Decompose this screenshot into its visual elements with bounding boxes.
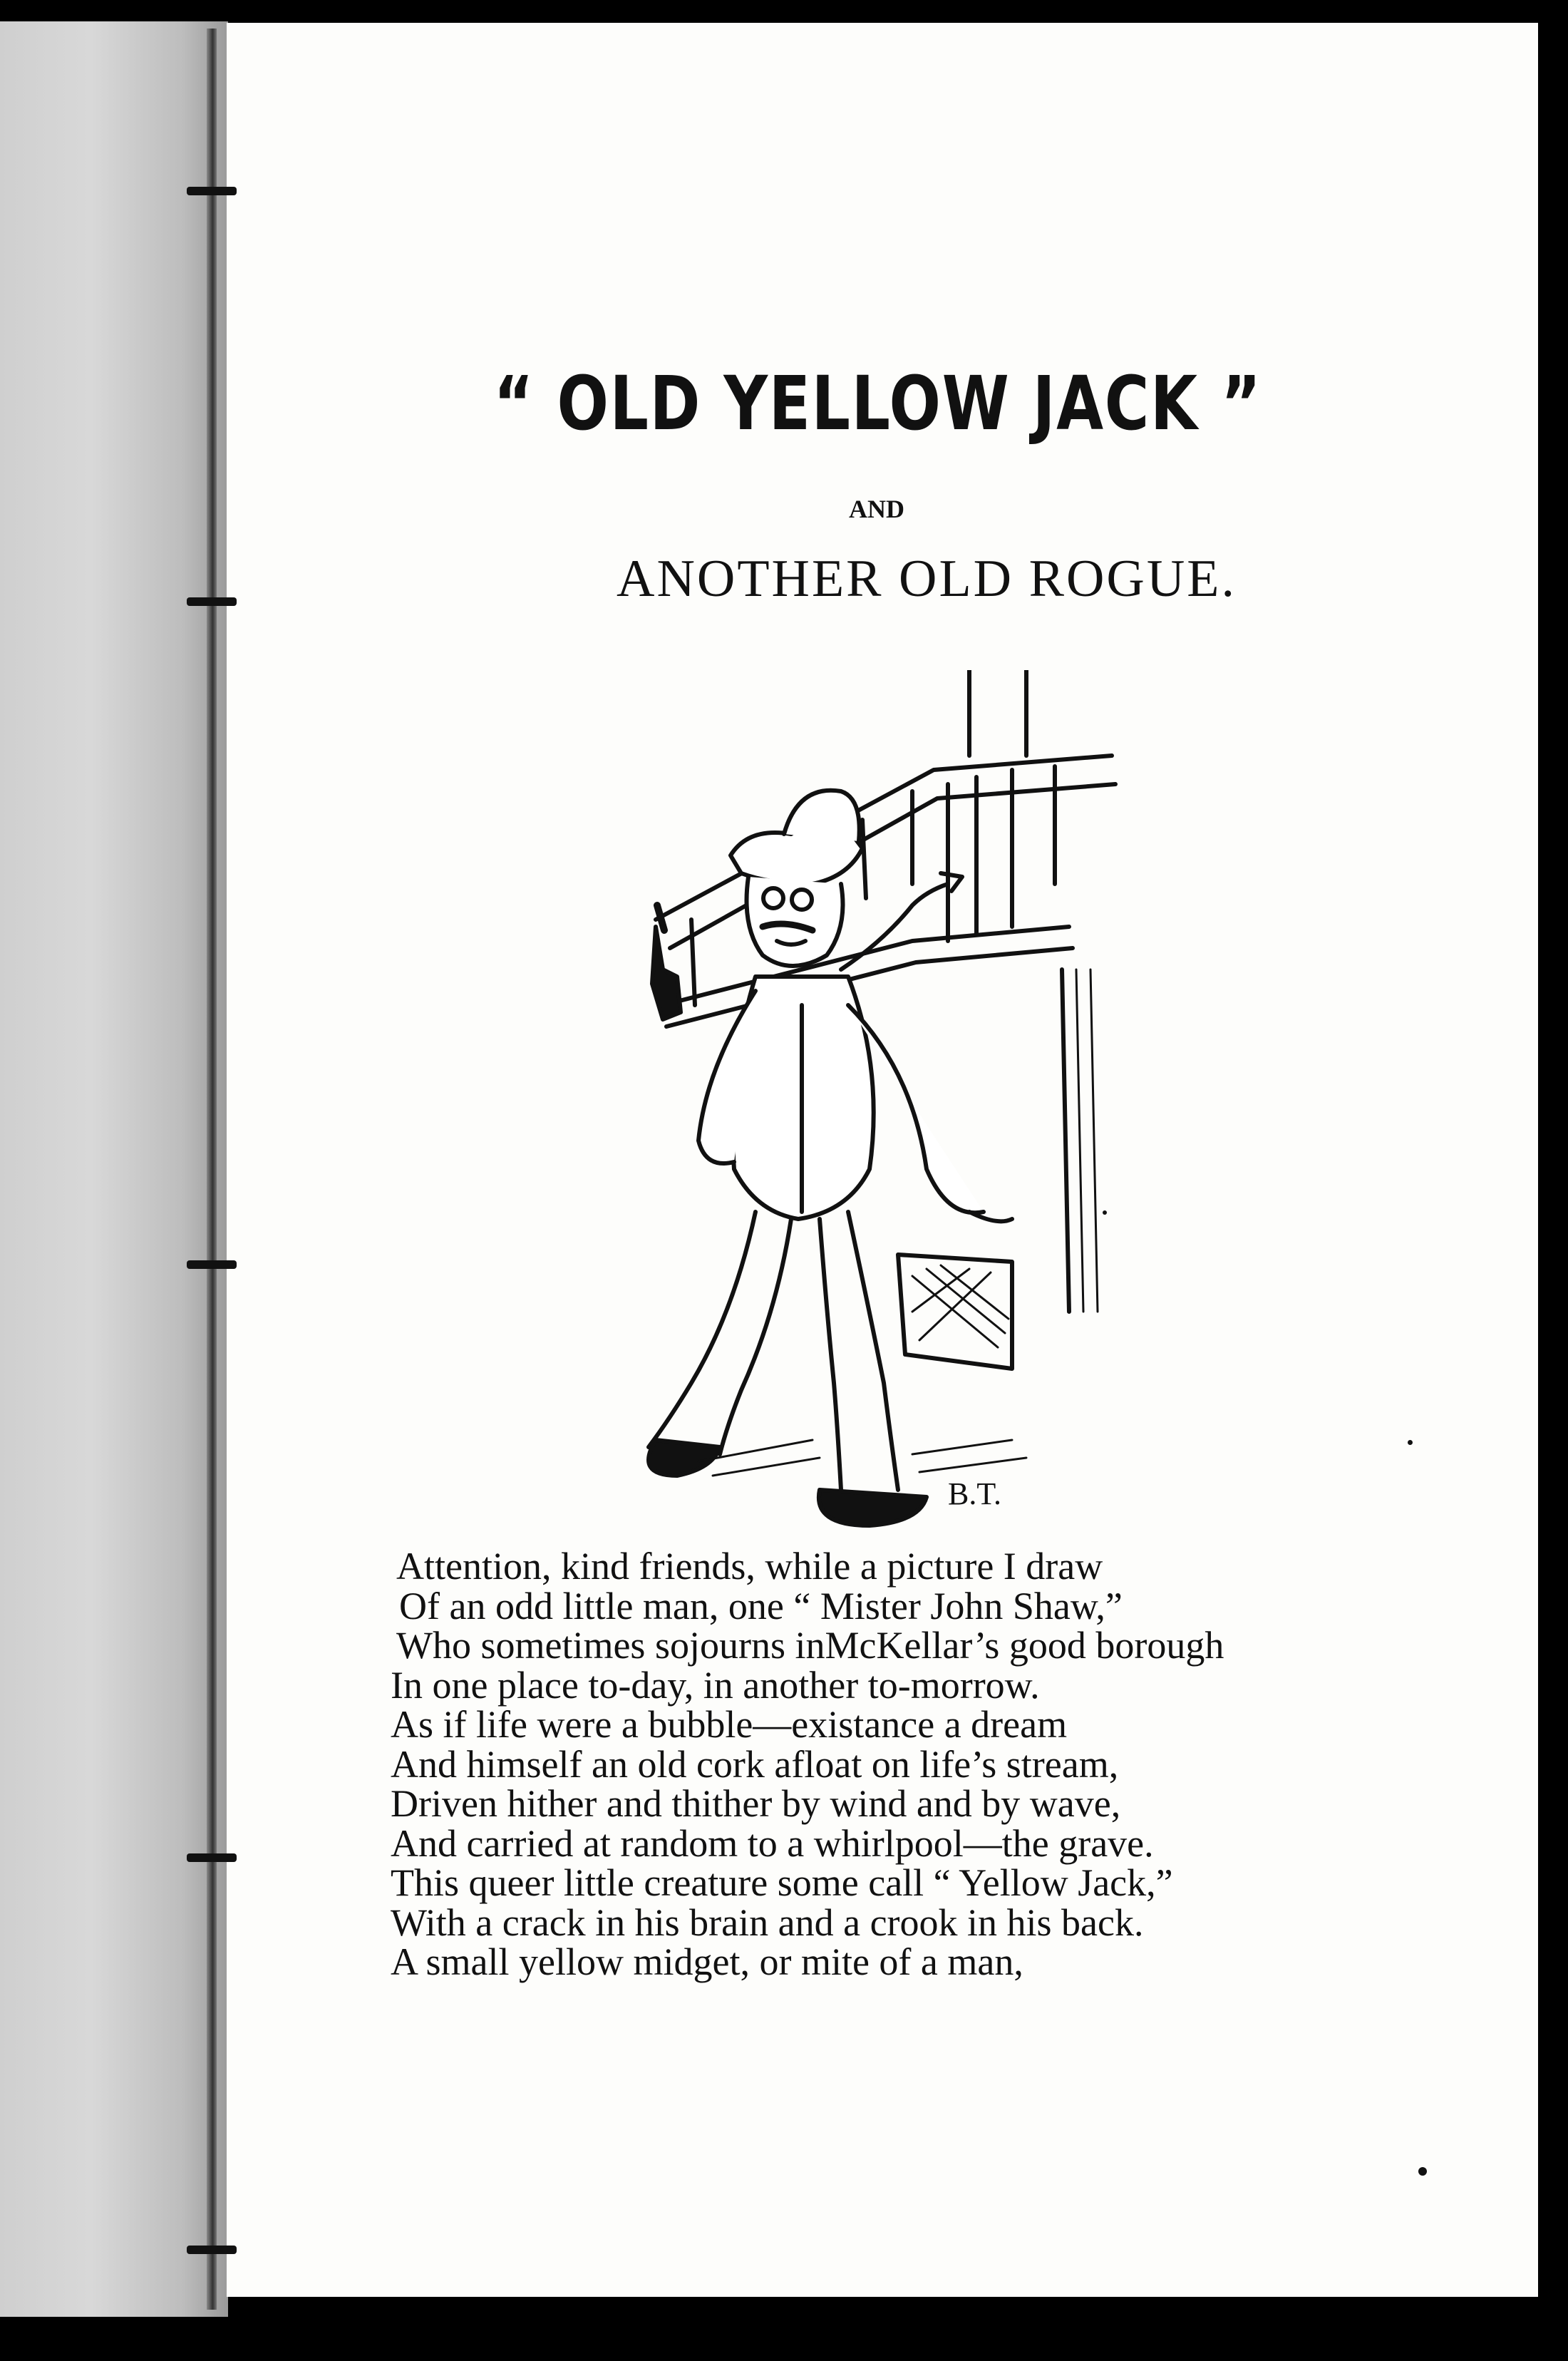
- poem-line: Who sometimes sojourns inMcKellar’s good borough: [396, 1624, 1224, 1667]
- poem-line: This queer little creature some call “ Yellow Jack,”: [391, 1861, 1173, 1904]
- page-subtitle: ANOTHER OLD ROGUE.: [617, 550, 1237, 608]
- binding-stitch: [187, 1853, 237, 1862]
- poem-line: And himself an old cork afloat on life’s stream,: [391, 1742, 1119, 1786]
- poem-line: As if life were a bubble—existance a dream: [391, 1703, 1068, 1746]
- ink-speck: [1408, 1440, 1413, 1445]
- binding-stitch: [187, 187, 237, 195]
- page-title: “ OLD YELLOW JACK ”: [493, 360, 1262, 447]
- ink-speck: [1418, 2167, 1427, 2176]
- poem-text: [391, 1547, 1317, 1982]
- poem-line: Driven hither and thither by wind and by wave,: [391, 1782, 1121, 1825]
- man-with-bottle-illustration-icon: [613, 670, 1126, 1561]
- title-connector: AND: [849, 495, 904, 523]
- illustration-signature: B.T.: [948, 1476, 1001, 1511]
- ink-speck: [1103, 1210, 1107, 1215]
- binding-stitch: [187, 597, 237, 606]
- poem-line: Attention, kind friends, while a picture I draw: [396, 1545, 1103, 1588]
- poem-line: A small yellow midget, or mite of a man,: [391, 1940, 1023, 1983]
- poem-line: And carried at random to a whirlpool—the grave.: [391, 1821, 1154, 1865]
- binding-stitch: [187, 1260, 237, 1269]
- poem-line: In one place to-day, in another to-morrow.: [391, 1663, 1040, 1707]
- scan-border: [0, 2317, 1568, 2361]
- binding-stitch: [187, 2246, 237, 2254]
- poem-line: With a crack in his brain and a crook in his back.: [391, 1900, 1144, 1944]
- poem-line: Of an odd little man, one “ Mister John Shaw,”: [399, 1584, 1123, 1627]
